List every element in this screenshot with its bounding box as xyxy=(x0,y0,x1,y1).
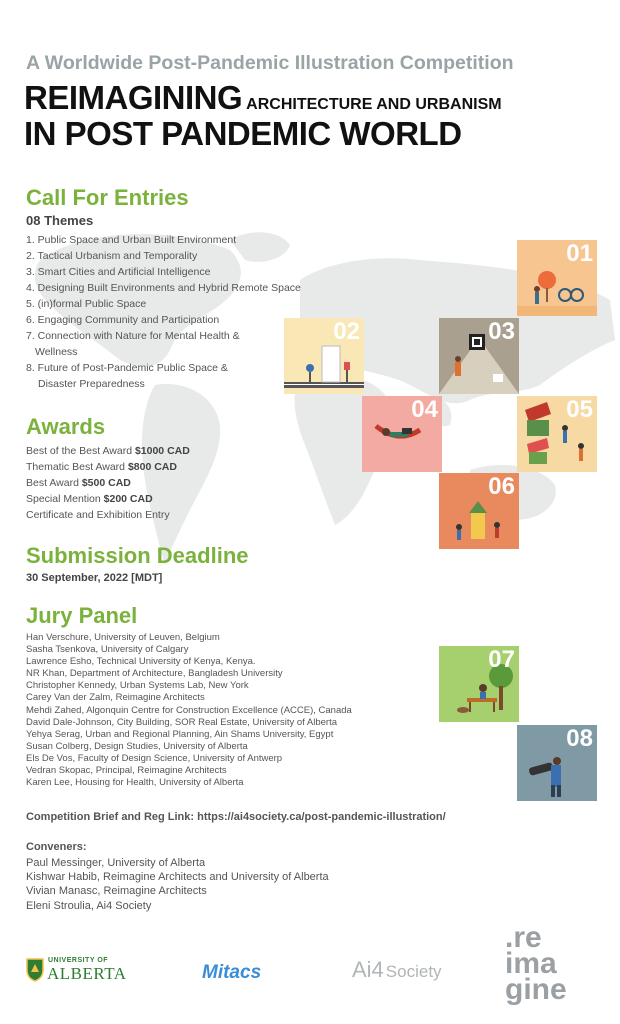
jury-member: Carey Van der Zalm, Reimagine Architects xyxy=(26,692,205,704)
award-amount: $1000 CAD xyxy=(134,445,190,457)
award-amount: $500 CAD xyxy=(81,477,131,489)
award-item: Certificate and Exhibition Entry xyxy=(26,509,170,521)
theme-tile-08 xyxy=(517,725,597,801)
jury-member: Christopher Kennedy, Urban Systems Lab, New York xyxy=(26,680,249,692)
competition-brief-link[interactable]: Competition Brief and Reg Link: https://ai4society.ca/post-pandemic-illustration/ xyxy=(26,811,446,823)
convener: Kishwar Habib, Reimagine Architects and University of Alberta xyxy=(26,871,329,884)
reimagine-logo-line2: ima xyxy=(505,947,557,980)
awards-heading: Awards xyxy=(26,414,106,439)
jury-member: Susan Colberg, Design Studies, University of Alberta xyxy=(26,740,248,752)
theme-item-continued: Wellness xyxy=(35,346,78,358)
tile-08-number: 08 xyxy=(566,725,593,752)
award-item: Special Mention $200 CAD xyxy=(26,493,153,505)
themes-heading: 08 Themes xyxy=(26,213,94,228)
jury-member: Vedran Skopac, Principal, Reimagine Architects xyxy=(26,765,227,777)
ai4-logo-mark: Ai4 xyxy=(352,957,384,982)
ualberta-logo-bottom: ALBERTA xyxy=(47,964,127,983)
tile-05-number: 05 xyxy=(566,396,593,423)
award-item: Best of the Best Award $1000 CAD xyxy=(26,445,190,457)
tile-06-number: 06 xyxy=(488,473,515,500)
jury-list xyxy=(26,632,352,789)
theme-tile-03 xyxy=(439,318,519,394)
theme-item: 3. Smart Cities and Artificial Intelligence xyxy=(26,266,211,278)
theme-item: 7. Connection with Nature for Mental Health & xyxy=(26,330,240,342)
jury-panel-heading: Jury Panel xyxy=(26,603,138,628)
submission-deadline-heading: Submission Deadline xyxy=(26,543,249,568)
conveners-heading: Conveners: xyxy=(26,841,87,853)
jury-member: Lawrence Esho, Technical University of Kenya, Kenya. xyxy=(26,656,256,668)
theme-tile-06 xyxy=(439,473,519,549)
theme-item: 8. Future of Post-Pandemic Public Space & xyxy=(26,362,228,374)
convener: Eleni Stroulia, Ai4 Society xyxy=(26,899,152,912)
tile-07-number: 07 xyxy=(488,646,515,673)
jury-member: NR Khan, Department of Architecture, Bangladesh University xyxy=(26,668,283,680)
reimagine-logo-line1: .re xyxy=(505,921,542,954)
award-amount: $200 CAD xyxy=(103,493,153,505)
tile-01-number: 01 xyxy=(566,240,593,267)
theme-item: 1. Public Space and Urban Built Environment xyxy=(26,234,237,246)
jury-member: Karen Lee, Housing for Health, University of Alberta xyxy=(26,777,244,789)
awards-list xyxy=(26,443,190,523)
ai4-society-logo[interactable] xyxy=(352,957,442,983)
themes-list xyxy=(26,232,301,392)
theme-tile-04 xyxy=(362,396,442,472)
mitacs-logo[interactable]: Mitacs xyxy=(202,962,262,983)
jury-member: Sasha Tsenkova, University of Calgary xyxy=(26,644,189,656)
theme-tile-07 xyxy=(439,646,519,722)
reimagine-logo[interactable] xyxy=(505,921,567,1006)
theme-item-continued: Disaster Preparedness xyxy=(38,378,145,390)
jury-member: David Dale-Johnson, City Building, SOR Real Estate, University of Alberta xyxy=(26,716,337,728)
competition-subtitle: A Worldwide Post-Pandemic Illustration Competition xyxy=(26,52,514,74)
title-line-2: IN POST PANDEMIC WORLD xyxy=(24,115,462,152)
conveners-list xyxy=(26,856,329,913)
theme-tile-01 xyxy=(517,240,597,316)
title-architecture-urbanism: ARCHITECTURE AND URBANISM xyxy=(246,96,502,113)
award-item: Best Award $500 CAD xyxy=(26,477,131,489)
convener: Paul Messinger, University of Alberta xyxy=(26,857,206,869)
theme-item: 5. (in)formal Public Space xyxy=(26,298,147,310)
ai4-logo-society: Society xyxy=(385,962,442,981)
tile-02-number: 02 xyxy=(333,318,360,345)
call-for-entries-heading: Call For Entries xyxy=(26,185,189,210)
ualberta-crest-icon xyxy=(26,958,44,982)
theme-item: 6. Engaging Community and Participation xyxy=(26,314,220,326)
tile-03-number: 03 xyxy=(488,318,515,345)
jury-member: Han Verschure, University of Leuven, Belgium xyxy=(26,632,220,643)
jury-member: Yehya Serag, Urban and Regional Planning, Ain Shams University, Egypt xyxy=(26,728,334,740)
title-line-1 xyxy=(24,79,502,117)
jury-member: Els De Vos, Faculty of Design Science, University of Antwerp xyxy=(26,752,283,764)
award-item: Thematic Best Award $800 CAD xyxy=(26,461,177,473)
convener: Vivian Manasc, Reimagine Architects xyxy=(26,885,207,898)
reimagine-logo-line3: gine xyxy=(505,973,567,1006)
theme-tile-05 xyxy=(517,396,597,472)
tile-04-number: 04 xyxy=(411,396,438,423)
jury-member: Mehdi Zahed, Algonquin Centre for Construction Excellence (ACCE), Canada xyxy=(26,704,352,716)
theme-item: 4. Designing Built Environments and Hybrid Remote Space xyxy=(26,282,301,294)
deadline-date: 30 September, 2022 [MDT] xyxy=(26,572,163,584)
award-amount: $800 CAD xyxy=(127,461,177,473)
title-reimagining: REIMAGINING xyxy=(24,79,243,116)
theme-item: 2. Tactical Urbanism and Temporality xyxy=(26,250,198,262)
ualberta-logo-top: UNIVERSITY OF xyxy=(48,957,109,964)
university-of-alberta-logo[interactable] xyxy=(26,955,138,985)
